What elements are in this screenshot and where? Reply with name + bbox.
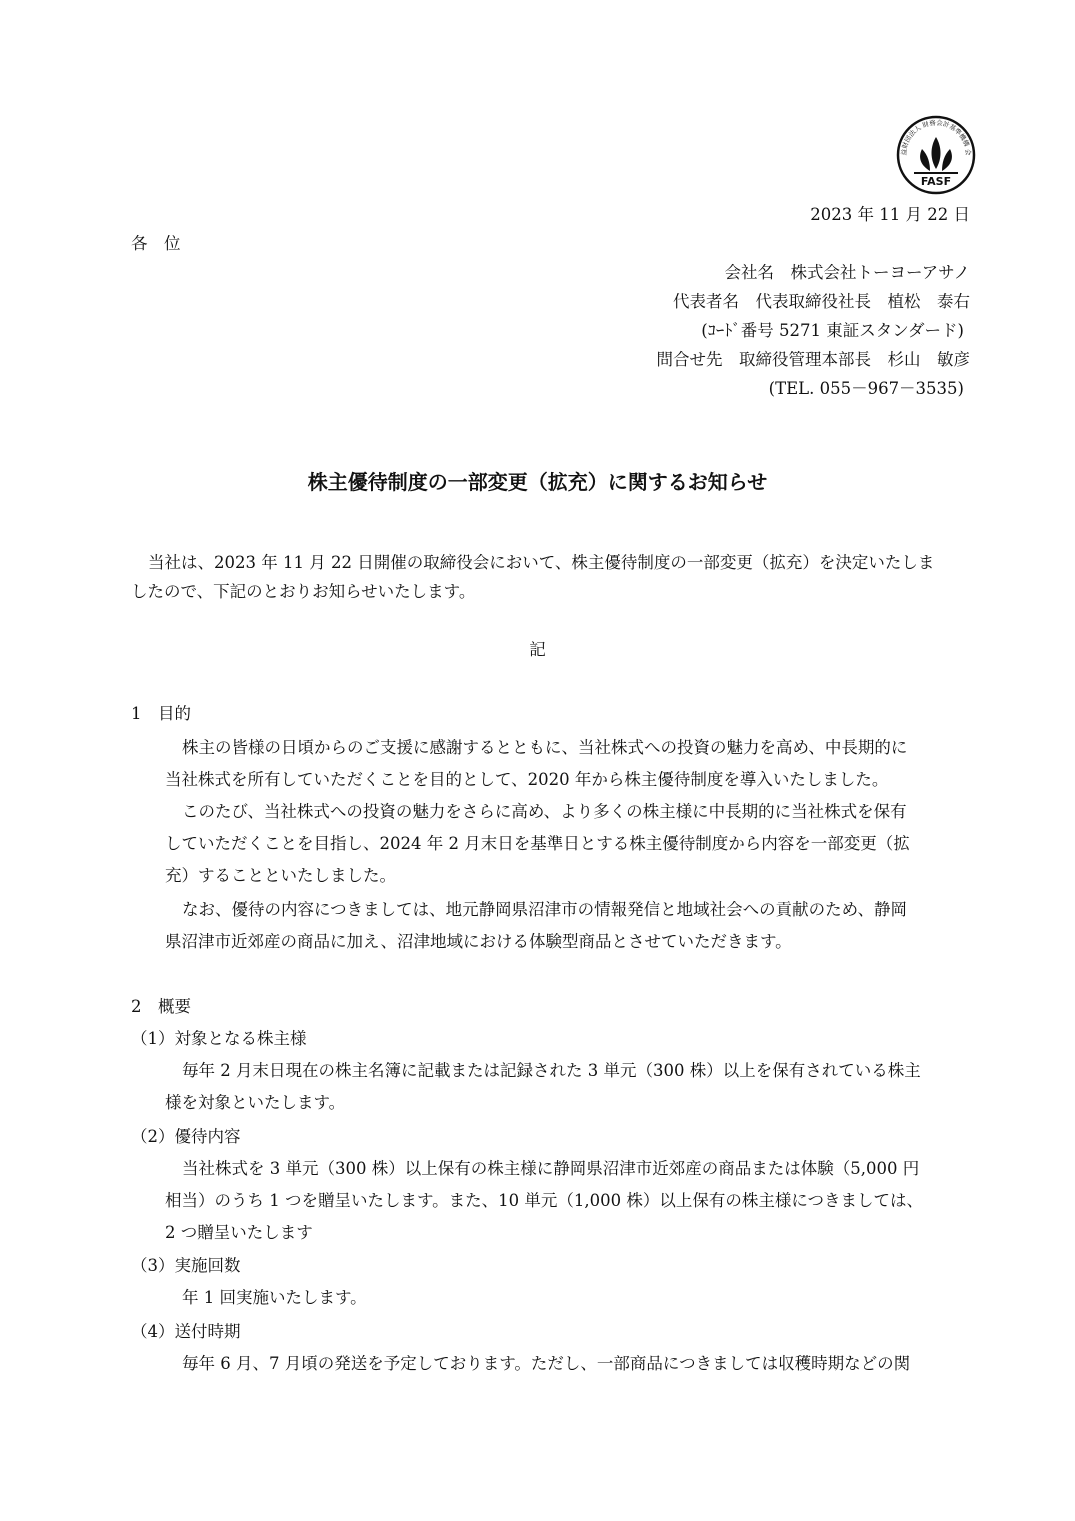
section-2-2-heading: （2）優待内容: [131, 1127, 241, 1146]
ki-heading: 記: [529, 640, 546, 659]
section-2-1-heading: （1）対象となる株主様: [131, 1029, 307, 1048]
page-title: 株主優待制度の一部変更（拡充）に関するお知らせ: [307, 470, 768, 494]
section-1-line-6: なお、優待の内容につきましては、地元静岡県沼津市の情報発信と地域社会への貢献のため、静岡: [182, 900, 908, 919]
section-2-1-line-2: 様を対象といたします。: [165, 1093, 346, 1112]
section-1-line-7: 県沼津市近郊産の商品に加え、沼津地域における体験型商品とさせていただきます。: [165, 932, 792, 951]
section-1-line-1: 株主の皆様の日頃からのご支援に感謝するとともに、当社株式への投資の魅力を高め、中長期的に: [182, 738, 908, 757]
code-line: (ｺｰﾄﾞ番号 5271 東証スタンダード): [701, 321, 964, 340]
fasf-logo-graphic: [896, 115, 976, 195]
section-2-1-line-1: 毎年 2 月末日現在の株主名簿に記載または記録された 3 単元（300 株）以上を保有されている株主: [182, 1061, 921, 1080]
representative-line: 代表者名 代表取締役社長 植松 泰右: [673, 292, 970, 311]
company-name-line: 会社名 株式会社トーヨーアサノ: [724, 263, 970, 282]
section-2-3-line-1: 年 1 回実施いたします。: [182, 1288, 367, 1307]
section-2-2-line-2: 相当）のうち 1 つを贈呈いたします。また、10 単元（1,000 株）以上保有の株主様につきましては、: [165, 1191, 924, 1210]
tel-line: (TEL. 055－967－3535): [768, 379, 964, 398]
section-2-4-heading: （4）送付時期: [131, 1322, 241, 1341]
intro-line-2: したので、下記のとおりお知らせいたします。: [131, 582, 476, 601]
fasf-logo-text: FASF: [920, 175, 952, 188]
addressee: 各 位: [131, 234, 181, 253]
section-1-line-5: 充）することといたしました。: [165, 866, 396, 885]
fasf-logo: [896, 115, 976, 195]
contact-line: 問合せ先 取締役管理本部長 杉山 敏彦: [656, 350, 970, 369]
section-1-line-2: 当社株式を所有していただくことを目的として、2020 年から株主優待制度を導入いたしました。: [165, 770, 889, 789]
fasf-logo-arc-text: 益財団法人 財務会計基準機構 会: [899, 118, 973, 156]
section-1-line-3: このたび、当社株式への投資の魅力をさらに高め、より多くの株主様に中長期的に当社株式を保有: [182, 802, 907, 821]
section-2-4-line-1: 毎年 6 月、7 月頃の発送を予定しております。ただし、一部商品につきましては収穫時期などの関: [182, 1354, 911, 1373]
section-1-line-4: していただくことを目指し、2024 年 2 月末日を基準日とする株主優待制度から内容を一部変更（拡: [165, 834, 910, 853]
document-date: 2023 年 11 月 22 日: [810, 205, 970, 224]
section-2-heading: 2 概要: [131, 997, 191, 1016]
intro-line-1: 当社は、2023 年 11 月 22 日開催の取締役会において、株主優待制度の一部変更（拡充）を決定いたしま: [148, 553, 935, 572]
section-1-heading: 1 目的: [131, 704, 191, 723]
section-2-2-line-3: 2 つ贈呈いたします: [165, 1223, 313, 1242]
section-2-3-heading: （3）実施回数: [131, 1256, 241, 1275]
section-2-2-line-1: 当社株式を 3 単元（300 株）以上保有の株主様に静岡県沼津市近郊産の商品または体験（5,000 円: [182, 1159, 920, 1178]
